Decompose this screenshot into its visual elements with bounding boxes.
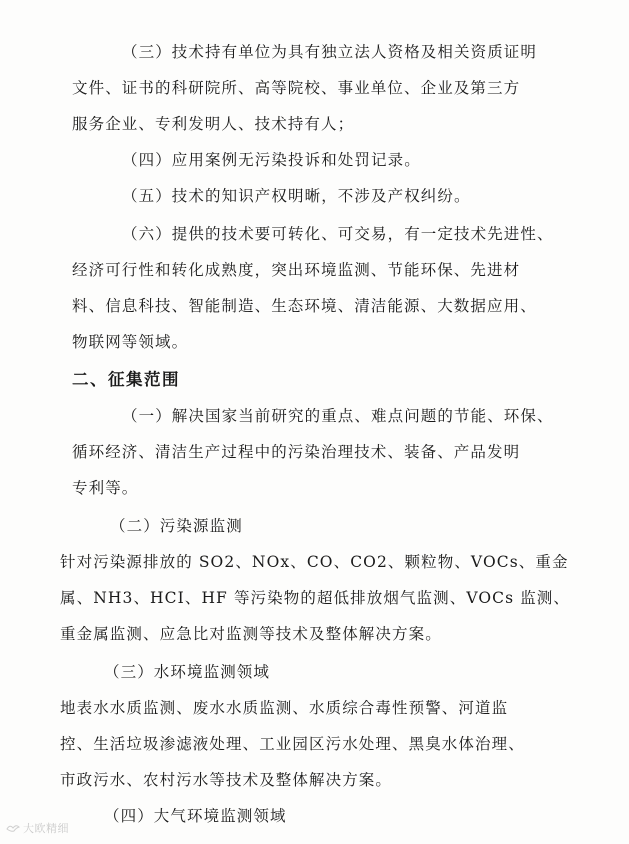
text-line: 属、NH3、HCI、HF 等污染物的超低排放烟气监测、VOCs 监测、 bbox=[60, 589, 571, 607]
text-line: 物联网等领域。 bbox=[72, 333, 189, 351]
watermark bbox=[6, 820, 69, 836]
text-line: 专利等。 bbox=[72, 479, 139, 497]
bird-logo-icon bbox=[6, 823, 20, 833]
text-line-scope-1: （一）解决国家当前研究的重点、难点问题的节能、环保、 bbox=[122, 407, 554, 425]
section-heading-collection-scope: 二、征集范围 bbox=[72, 370, 180, 389]
text-line: 经济可行性和转化成熟度，突出环境监测、节能环保、先进材 bbox=[72, 261, 521, 279]
text-line: 服务企业、专利发明人、技术持有人； bbox=[72, 115, 355, 133]
text-line: 料、信息科技、智能制造、生态环境、清洁能源、大数据应用、 bbox=[72, 297, 537, 315]
text-line-section-4-item: （四）应用案例无污染投诉和处罚记录。 bbox=[122, 151, 421, 169]
text-line: 重金属监测、应急比对监测等技术及整体解决方案。 bbox=[60, 625, 442, 643]
text-line: 地表水水质监测、废水水质监测、水质综合毒性预警、河道监 bbox=[60, 699, 509, 717]
text-line: 循环经济、清洁生产过程中的污染治理技术、装备、产品发明 bbox=[72, 443, 521, 461]
text-line: 市政污水、农村污水等技术及整体解决方案。 bbox=[60, 771, 393, 789]
text-line-section-3-item: （三）技术持有单位为具有独立法人资格及相关资质证明 bbox=[122, 43, 538, 61]
subsection-title-water-monitoring: （三）水环境监测领域 bbox=[104, 663, 271, 681]
text-line-section-6-item: （六）提供的技术要可转化、可交易，有一定技术先进性、 bbox=[122, 225, 554, 243]
subsection-title-air-monitoring: （四）大气环境监测领域 bbox=[104, 807, 287, 825]
text-line: 文件、证书的科研院所、高等院校、事业单位、企业及第三方 bbox=[72, 79, 521, 97]
text-line: 针对污染源排放的 SO2、NOx、CO、CO2、颗粒物、VOCs、重金 bbox=[60, 553, 569, 571]
watermark-text: 大欧精细 bbox=[23, 822, 69, 835]
subsection-title-pollution-source: （二）污染源监测 bbox=[110, 517, 243, 535]
text-line: 控、生活垃圾渗滤液处理、工业园区污水处理、黑臭水体治理、 bbox=[60, 735, 525, 753]
text-line-section-5-item: （五）技术的知识产权明晰，不涉及产权纠纷。 bbox=[122, 187, 471, 205]
